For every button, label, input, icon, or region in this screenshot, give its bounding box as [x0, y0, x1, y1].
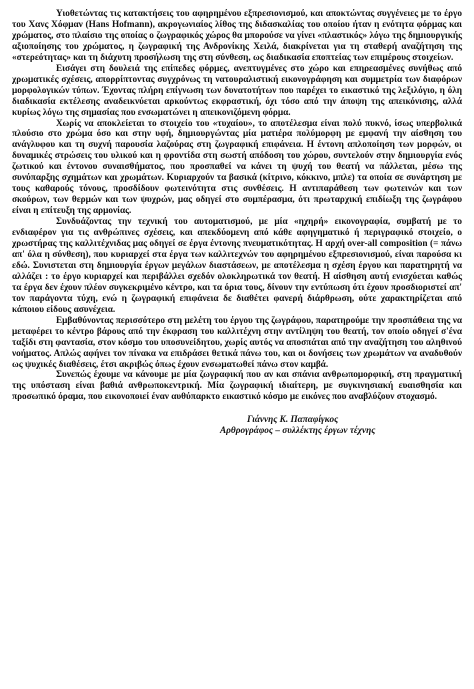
paragraph-3: Χωρίς να αποκλείεται το στοιχείο του «τυχαίου», το αποτέλεσμα είναι πολύ πυκνό, ίσως υπερβολικά πλούσιο στο χρώμα όσο και στην υφή, δημιουργώντας μία ματιέρα πολύμορφη με εμφανή την αίσθηση του ανάγλυφου και τη συχνή παρουσία λαζούρας στη ζωγραφική επιφάνεια. Η έντονη απλοποίηση των μορφών, οι δυναμικές στρώσεις του υλικού και η φροντίδα στη σωστή απόδοση του χώρου, συντελούν στην δημιουργία ενός ζωτικού και έντονου συναισθήματος, που προσπαθεί να κάνει τη ψυχή του θεατή να πάλλεται, μέσω της συνύπαρξης σχημάτων και χρωμάτων. Κυριαρχούν τα βασικά (κίτρινο, κόκκινο, μπλε) τα οποία σε συνάρτηση με τους καθαρούς τόνους, προσδίδουν φωτεινότητα στις συνθέσεις. Η αντιπαράθεση των φωτεινών και των σκούρων, των θερμών και των ψυχρών, μας οδηγεί στο συμπέρασμα, ότι πρωταρχική επιδίωξη της ζωγράφου είναι η επίτευξη της αρμονίας. [12, 118, 462, 217]
paragraph-6: Συνεπώς έχουμε να κάνουμε με μία ζωγραφική που αν και σπάνια ανθρωπομορφική, στη πραγματική της υπόσταση είναι βαθιά ανθρωποκεντρική. Μία ζωγραφική ιδιαίτερη, με συγκινησιακή ευαισθησία και προσωπικό όραμα, που εικονοποιεί έναν αυθύπαρκτο εικαστικό κόσμο με εικόνες που αναβλύζουν στοχασμό. [12, 370, 462, 403]
paragraph-5: Εμβαθύνοντας περισσότερο στη μελέτη του έργου της ζωγράφου, παρατηρούμε την προσπάθεια της να μεταφέρει το κέντρο βάρους από την έκφραση του καλλιτέχνη στην αντίληψη του θεατή, τον οποίο οδηγεί σ'ένα ταξίδι στη φαντασία, στον κόσμο του υποσυνείδητου, χωρίς αυτός να αποσπάται από την αναζήτηση του αληθινού νοήματος. Απλώς αφήνει τον πίνακα να επιδράσει θετικά πάνω του, και οι δονήσεις των χρωμάτων να αναδυθούν ως ψυχικές διαθέσεις, έτσι ακριβώς όπως έχουν ενσωματωθεί πάνω στον καμβά. [12, 315, 462, 370]
paragraph-4: Συνδυάζοντας την τεχνική του αυτοματισμού, με μία «ηχηρή» εικονογραφία, συμβατή με το ενδιαφέρον για τις ανθρώπινες σχέσεις, και απεκδύομενη από κάθε αφηγηματικό ή περιγραφικό στοιχείο, ο χρωστήρας της καλλιτέχνιδας μας οδηγεί σε έργα έντονης πνευματικότητας. Η αρχή over-all composition (= πάνω απ' όλα η σύνθεση), που κυριαρχεί στα έργα των καλλιτεχνών του αφηρημένου εξπρεσιονισμού, είναι παρούσα κι εδώ. Συνιστεται στη δημιουργία έργων μεγάλων διαστάσεων, με αποτέλεσμα η σχέση έργου και παρατηρητή να αλλάζει : το έργο κυριαρχεί και περιβάλλει σχεδόν ολοκληρωτικά τον θεατή. Η αίσθηση αυτή ενισχύεται καθώς τα έργα δεν έχουν πλέον συγκεκριμένο κέντρο, και τα όρια τους, δίνουν την εντύπωση ότι έχουν προσδιοριστεί απ' τον παράγοντα τύχη, ενώ η ζωγραφική επιφάνεια δε διαθέτει φανερή διάρθρωση, ούτε χαρακτηρίζεται από κάποιου είδους ασυνέχεια. [12, 217, 462, 315]
signature-block [12, 415, 462, 437]
author-name: Γιάννης Κ. Παπαφίγκος [247, 415, 339, 426]
article-body [12, 9, 462, 403]
author-title: Αρθρογράφος – συλλέκτης έργων τέχνης [220, 426, 376, 437]
paragraph-2: Εισάγει στη δουλειά της επίπεδες φόρμες, ανεπτυγμένες στο χώρο και επηρεασμένες συνήθως από χρωματικές σχέσεις, απορρίπτοντας συγχρόνως τη νατουραλιστική εικονογράφηση και συμμετρία των διαφόρων μορφολογικών τύπων. Έχοντας πλήρη επίγνωση των δυνατοτήτων που παρέχει το εικαστικό της λεξιλόγιο, η όλη διαδικασία εκτέλεσης αναδεικνύεται αρκούντως εκφραστική, όχι τόσο από την άποψη της απεικόνισης, αλλά κυρίως λόγω της σημασίας που ενσωματώνει η απεικονιζόμενη φόρμα. [12, 63, 462, 118]
paragraph-1: Υιοθετώντας τις κατακτήσεις του αφηρημένου εξπρεσιονισμού, και αποκτώντας συγγένειες με το έργο του Χανς Χόφμαν (Hans Hofmann), ακρογωνιαίος λίθος της διδασκαλίας του οποίου ήταν η ενότητα φόρμας και χρώματος, στο πλαίσιο της οποίας ο ζωγραφικός χώρος θα μπορούσε να γίνει «πλαστικός» λόγω της δημιουργικής αξιοποίησης του χρώματος, η ζωγραφική της Ανδρονίκης Χειλά, διακρίνεται για τη σταθερή αναζήτηση της «στερεότητας» και τη διάχυτη προσήλωση της στη σύνθεση, ως διαδικασία εποπτείας των επιμέρους στοιχείων. [12, 9, 462, 63]
